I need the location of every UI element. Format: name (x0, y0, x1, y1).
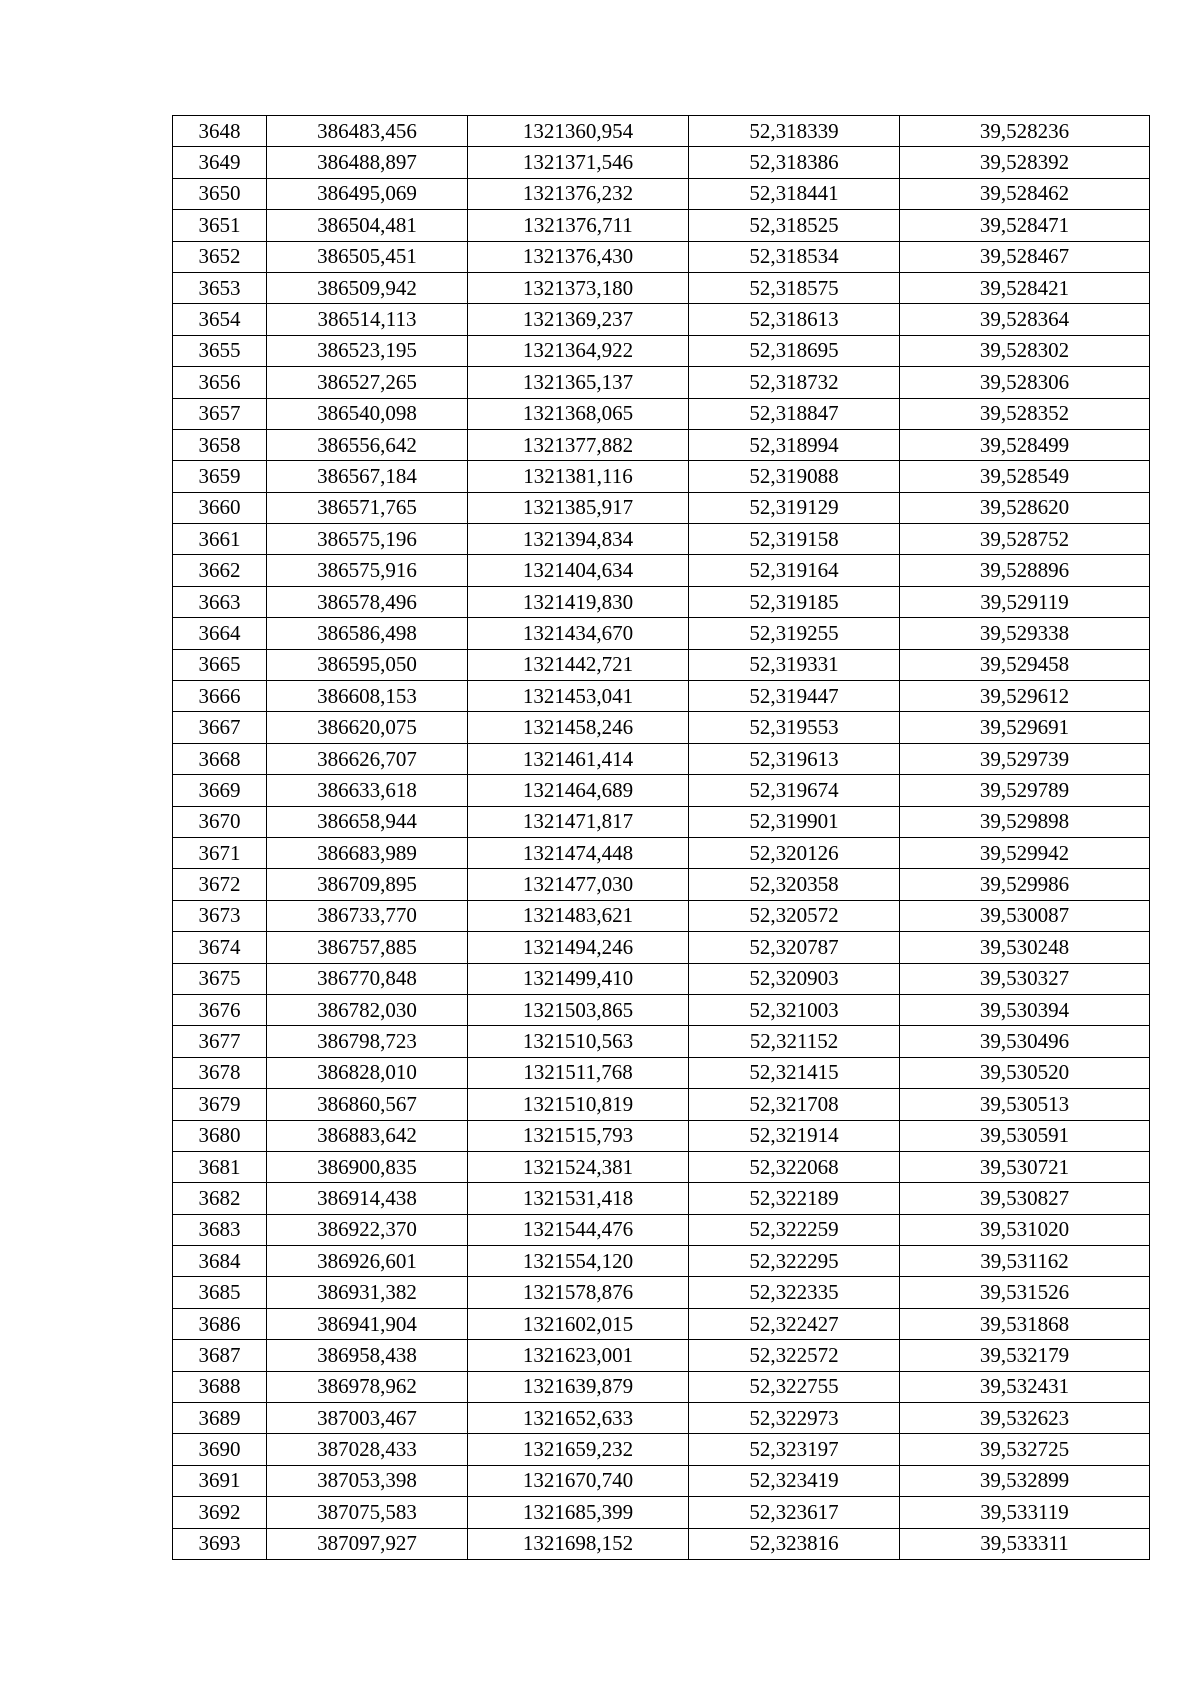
latitude-cell: 52,322259 (689, 1214, 900, 1245)
y-coordinate-cell: 1321515,793 (468, 1120, 689, 1151)
x-coordinate-cell: 386567,184 (267, 461, 468, 492)
longitude-cell: 39,532179 (900, 1340, 1150, 1371)
longitude-cell: 39,528364 (900, 304, 1150, 335)
table-row (173, 1371, 1150, 1402)
point-number-cell: 3678 (173, 1057, 267, 1088)
table-row (173, 1434, 1150, 1465)
x-coordinate-cell: 386941,904 (267, 1308, 468, 1339)
x-coordinate-cell: 386509,942 (267, 272, 468, 303)
latitude-cell: 52,320787 (689, 932, 900, 963)
longitude-cell: 39,531868 (900, 1308, 1150, 1339)
point-number-cell: 3666 (173, 681, 267, 712)
longitude-cell: 39,528499 (900, 429, 1150, 460)
point-number-cell: 3660 (173, 492, 267, 523)
latitude-cell: 52,322189 (689, 1183, 900, 1214)
longitude-cell: 39,530087 (900, 900, 1150, 931)
table-row (173, 900, 1150, 931)
longitude-cell: 39,530520 (900, 1057, 1150, 1088)
longitude-cell: 39,528392 (900, 147, 1150, 178)
longitude-cell: 39,530827 (900, 1183, 1150, 1214)
table-row (173, 963, 1150, 994)
x-coordinate-cell: 387075,583 (267, 1497, 468, 1528)
latitude-cell: 52,319164 (689, 555, 900, 586)
table-row (173, 712, 1150, 743)
latitude-cell: 52,319447 (689, 681, 900, 712)
latitude-cell: 52,318847 (689, 398, 900, 429)
latitude-cell: 52,319185 (689, 586, 900, 617)
table-row (173, 524, 1150, 555)
point-number-cell: 3688 (173, 1371, 267, 1402)
longitude-cell: 39,528467 (900, 241, 1150, 272)
table-row (173, 1403, 1150, 1434)
latitude-cell: 52,319129 (689, 492, 900, 523)
latitude-cell: 52,320358 (689, 869, 900, 900)
latitude-cell: 52,318994 (689, 429, 900, 460)
y-coordinate-cell: 1321385,917 (468, 492, 689, 523)
latitude-cell: 52,321415 (689, 1057, 900, 1088)
point-number-cell: 3648 (173, 116, 267, 147)
table-row (173, 398, 1150, 429)
table-row (173, 1151, 1150, 1182)
table-row (173, 335, 1150, 366)
latitude-cell: 52,318613 (689, 304, 900, 335)
latitude-cell: 52,319901 (689, 806, 900, 837)
table-row (173, 1214, 1150, 1245)
point-number-cell: 3692 (173, 1497, 267, 1528)
y-coordinate-cell: 1321419,830 (468, 586, 689, 617)
point-number-cell: 3670 (173, 806, 267, 837)
x-coordinate-cell: 386757,885 (267, 932, 468, 963)
x-coordinate-cell: 386578,496 (267, 586, 468, 617)
point-number-cell: 3655 (173, 335, 267, 366)
x-coordinate-cell: 386575,196 (267, 524, 468, 555)
table-row (173, 1308, 1150, 1339)
point-number-cell: 3652 (173, 241, 267, 272)
longitude-cell: 39,529691 (900, 712, 1150, 743)
latitude-cell: 52,320126 (689, 837, 900, 868)
y-coordinate-cell: 1321453,041 (468, 681, 689, 712)
point-number-cell: 3682 (173, 1183, 267, 1214)
table-row (173, 241, 1150, 272)
y-coordinate-cell: 1321578,876 (468, 1277, 689, 1308)
x-coordinate-cell: 386683,989 (267, 837, 468, 868)
latitude-cell: 52,320572 (689, 900, 900, 931)
y-coordinate-cell: 1321377,882 (468, 429, 689, 460)
longitude-cell: 39,529119 (900, 586, 1150, 617)
y-coordinate-cell: 1321659,232 (468, 1434, 689, 1465)
latitude-cell: 52,318339 (689, 116, 900, 147)
point-number-cell: 3649 (173, 147, 267, 178)
x-coordinate-cell: 386931,382 (267, 1277, 468, 1308)
table-row (173, 1465, 1150, 1496)
latitude-cell: 52,318534 (689, 241, 900, 272)
x-coordinate-cell: 386483,456 (267, 116, 468, 147)
longitude-cell: 39,531162 (900, 1246, 1150, 1277)
latitude-cell: 52,319158 (689, 524, 900, 555)
table-row (173, 681, 1150, 712)
x-coordinate-cell: 386620,075 (267, 712, 468, 743)
latitude-cell: 52,322295 (689, 1246, 900, 1277)
table-row (173, 1089, 1150, 1120)
table-row (173, 869, 1150, 900)
point-number-cell: 3662 (173, 555, 267, 586)
table-row (173, 367, 1150, 398)
longitude-cell: 39,529942 (900, 837, 1150, 868)
longitude-cell: 39,528421 (900, 272, 1150, 303)
x-coordinate-cell: 386926,601 (267, 1246, 468, 1277)
table-row (173, 1277, 1150, 1308)
latitude-cell: 52,321708 (689, 1089, 900, 1120)
y-coordinate-cell: 1321381,116 (468, 461, 689, 492)
latitude-cell: 52,318695 (689, 335, 900, 366)
x-coordinate-cell: 386709,895 (267, 869, 468, 900)
point-number-cell: 3663 (173, 586, 267, 617)
longitude-cell: 39,528462 (900, 178, 1150, 209)
latitude-cell: 52,318525 (689, 210, 900, 241)
x-coordinate-cell: 386505,451 (267, 241, 468, 272)
latitude-cell: 52,323816 (689, 1528, 900, 1559)
table-row (173, 304, 1150, 335)
table-row (173, 555, 1150, 586)
y-coordinate-cell: 1321360,954 (468, 116, 689, 147)
point-number-cell: 3687 (173, 1340, 267, 1371)
x-coordinate-cell: 386914,438 (267, 1183, 468, 1214)
point-number-cell: 3668 (173, 743, 267, 774)
point-number-cell: 3689 (173, 1403, 267, 1434)
latitude-cell: 52,323197 (689, 1434, 900, 1465)
y-coordinate-cell: 1321365,137 (468, 367, 689, 398)
y-coordinate-cell: 1321369,237 (468, 304, 689, 335)
y-coordinate-cell: 1321471,817 (468, 806, 689, 837)
point-number-cell: 3657 (173, 398, 267, 429)
point-number-cell: 3680 (173, 1120, 267, 1151)
y-coordinate-cell: 1321544,476 (468, 1214, 689, 1245)
point-number-cell: 3671 (173, 837, 267, 868)
latitude-cell: 52,319553 (689, 712, 900, 743)
latitude-cell: 52,321914 (689, 1120, 900, 1151)
point-number-cell: 3651 (173, 210, 267, 241)
longitude-cell: 39,528896 (900, 555, 1150, 586)
table-row (173, 1528, 1150, 1559)
longitude-cell: 39,530248 (900, 932, 1150, 963)
y-coordinate-cell: 1321404,634 (468, 555, 689, 586)
table-row (173, 1340, 1150, 1371)
x-coordinate-cell: 386798,723 (267, 1026, 468, 1057)
x-coordinate-cell: 386595,050 (267, 649, 468, 680)
latitude-cell: 52,323419 (689, 1465, 900, 1496)
latitude-cell: 52,322572 (689, 1340, 900, 1371)
x-coordinate-cell: 386575,916 (267, 555, 468, 586)
y-coordinate-cell: 1321510,563 (468, 1026, 689, 1057)
x-coordinate-cell: 386733,770 (267, 900, 468, 931)
table-row (173, 837, 1150, 868)
latitude-cell: 52,319331 (689, 649, 900, 680)
longitude-cell: 39,529338 (900, 618, 1150, 649)
y-coordinate-cell: 1321623,001 (468, 1340, 689, 1371)
point-number-cell: 3669 (173, 775, 267, 806)
point-number-cell: 3693 (173, 1528, 267, 1559)
x-coordinate-cell: 386608,153 (267, 681, 468, 712)
y-coordinate-cell: 1321464,689 (468, 775, 689, 806)
latitude-cell: 52,318732 (689, 367, 900, 398)
point-number-cell: 3686 (173, 1308, 267, 1339)
table-row (173, 116, 1150, 147)
table-row (173, 1497, 1150, 1528)
x-coordinate-cell: 386978,962 (267, 1371, 468, 1402)
x-coordinate-cell: 387097,927 (267, 1528, 468, 1559)
x-coordinate-cell: 386860,567 (267, 1089, 468, 1120)
y-coordinate-cell: 1321461,414 (468, 743, 689, 774)
point-number-cell: 3672 (173, 869, 267, 900)
table-row (173, 586, 1150, 617)
y-coordinate-cell: 1321477,030 (468, 869, 689, 900)
x-coordinate-cell: 386571,765 (267, 492, 468, 523)
latitude-cell: 52,321003 (689, 994, 900, 1025)
longitude-cell: 39,528471 (900, 210, 1150, 241)
table-row (173, 618, 1150, 649)
coordinates-table-body (173, 116, 1150, 1560)
point-number-cell: 3658 (173, 429, 267, 460)
table-row (173, 1057, 1150, 1088)
point-number-cell: 3676 (173, 994, 267, 1025)
x-coordinate-cell: 386523,195 (267, 335, 468, 366)
longitude-cell: 39,529612 (900, 681, 1150, 712)
point-number-cell: 3677 (173, 1026, 267, 1057)
x-coordinate-cell: 386514,113 (267, 304, 468, 335)
table-row (173, 1120, 1150, 1151)
y-coordinate-cell: 1321474,448 (468, 837, 689, 868)
x-coordinate-cell: 386626,707 (267, 743, 468, 774)
coordinates-table (172, 115, 1150, 1560)
y-coordinate-cell: 1321652,633 (468, 1403, 689, 1434)
y-coordinate-cell: 1321670,740 (468, 1465, 689, 1496)
point-number-cell: 3653 (173, 272, 267, 303)
table-row (173, 178, 1150, 209)
point-number-cell: 3691 (173, 1465, 267, 1496)
longitude-cell: 39,529986 (900, 869, 1150, 900)
longitude-cell: 39,532431 (900, 1371, 1150, 1402)
point-number-cell: 3684 (173, 1246, 267, 1277)
y-coordinate-cell: 1321442,721 (468, 649, 689, 680)
point-number-cell: 3674 (173, 932, 267, 963)
latitude-cell: 52,322973 (689, 1403, 900, 1434)
x-coordinate-cell: 386828,010 (267, 1057, 468, 1088)
longitude-cell: 39,530394 (900, 994, 1150, 1025)
longitude-cell: 39,528302 (900, 335, 1150, 366)
y-coordinate-cell: 1321639,879 (468, 1371, 689, 1402)
latitude-cell: 52,318386 (689, 147, 900, 178)
point-number-cell: 3683 (173, 1214, 267, 1245)
y-coordinate-cell: 1321376,430 (468, 241, 689, 272)
y-coordinate-cell: 1321503,865 (468, 994, 689, 1025)
table-row (173, 806, 1150, 837)
table-row (173, 743, 1150, 774)
x-coordinate-cell: 386586,498 (267, 618, 468, 649)
point-number-cell: 3685 (173, 1277, 267, 1308)
point-number-cell: 3664 (173, 618, 267, 649)
point-number-cell: 3661 (173, 524, 267, 555)
x-coordinate-cell: 386770,848 (267, 963, 468, 994)
point-number-cell: 3681 (173, 1151, 267, 1182)
y-coordinate-cell: 1321364,922 (468, 335, 689, 366)
longitude-cell: 39,532899 (900, 1465, 1150, 1496)
point-number-cell: 3667 (173, 712, 267, 743)
x-coordinate-cell: 387028,433 (267, 1434, 468, 1465)
latitude-cell: 52,322427 (689, 1308, 900, 1339)
y-coordinate-cell: 1321602,015 (468, 1308, 689, 1339)
longitude-cell: 39,532623 (900, 1403, 1150, 1434)
latitude-cell: 52,322755 (689, 1371, 900, 1402)
point-number-cell: 3690 (173, 1434, 267, 1465)
y-coordinate-cell: 1321483,621 (468, 900, 689, 931)
longitude-cell: 39,533119 (900, 1497, 1150, 1528)
y-coordinate-cell: 1321376,232 (468, 178, 689, 209)
x-coordinate-cell: 386782,030 (267, 994, 468, 1025)
longitude-cell: 39,532725 (900, 1434, 1150, 1465)
longitude-cell: 39,528752 (900, 524, 1150, 555)
y-coordinate-cell: 1321458,246 (468, 712, 689, 743)
longitude-cell: 39,528352 (900, 398, 1150, 429)
y-coordinate-cell: 1321371,546 (468, 147, 689, 178)
latitude-cell: 52,319255 (689, 618, 900, 649)
longitude-cell: 39,528549 (900, 461, 1150, 492)
y-coordinate-cell: 1321524,381 (468, 1151, 689, 1182)
latitude-cell: 52,318441 (689, 178, 900, 209)
y-coordinate-cell: 1321698,152 (468, 1528, 689, 1559)
longitude-cell: 39,529458 (900, 649, 1150, 680)
longitude-cell: 39,528620 (900, 492, 1150, 523)
table-row (173, 429, 1150, 460)
longitude-cell: 39,529898 (900, 806, 1150, 837)
y-coordinate-cell: 1321494,246 (468, 932, 689, 963)
x-coordinate-cell: 386658,944 (267, 806, 468, 837)
point-number-cell: 3673 (173, 900, 267, 931)
y-coordinate-cell: 1321531,418 (468, 1183, 689, 1214)
longitude-cell: 39,530591 (900, 1120, 1150, 1151)
x-coordinate-cell: 386900,835 (267, 1151, 468, 1182)
y-coordinate-cell: 1321394,834 (468, 524, 689, 555)
x-coordinate-cell: 386958,438 (267, 1340, 468, 1371)
x-coordinate-cell: 386527,265 (267, 367, 468, 398)
table-row (173, 210, 1150, 241)
y-coordinate-cell: 1321554,120 (468, 1246, 689, 1277)
y-coordinate-cell: 1321499,410 (468, 963, 689, 994)
x-coordinate-cell: 386488,897 (267, 147, 468, 178)
latitude-cell: 52,320903 (689, 963, 900, 994)
longitude-cell: 39,528236 (900, 116, 1150, 147)
x-coordinate-cell: 386633,618 (267, 775, 468, 806)
y-coordinate-cell: 1321511,768 (468, 1057, 689, 1088)
point-number-cell: 3656 (173, 367, 267, 398)
x-coordinate-cell: 386504,481 (267, 210, 468, 241)
latitude-cell: 52,322068 (689, 1151, 900, 1182)
longitude-cell: 39,533311 (900, 1528, 1150, 1559)
table-row (173, 649, 1150, 680)
latitude-cell: 52,319088 (689, 461, 900, 492)
latitude-cell: 52,322335 (689, 1277, 900, 1308)
table-row (173, 1246, 1150, 1277)
point-number-cell: 3654 (173, 304, 267, 335)
y-coordinate-cell: 1321368,065 (468, 398, 689, 429)
point-number-cell: 3659 (173, 461, 267, 492)
longitude-cell: 39,529789 (900, 775, 1150, 806)
longitude-cell: 39,530721 (900, 1151, 1150, 1182)
x-coordinate-cell: 386556,642 (267, 429, 468, 460)
table-row (173, 1026, 1150, 1057)
x-coordinate-cell: 386922,370 (267, 1214, 468, 1245)
y-coordinate-cell: 1321685,399 (468, 1497, 689, 1528)
longitude-cell: 39,529739 (900, 743, 1150, 774)
table-row (173, 492, 1150, 523)
point-number-cell: 3675 (173, 963, 267, 994)
y-coordinate-cell: 1321510,819 (468, 1089, 689, 1120)
latitude-cell: 52,321152 (689, 1026, 900, 1057)
latitude-cell: 52,319674 (689, 775, 900, 806)
y-coordinate-cell: 1321373,180 (468, 272, 689, 303)
latitude-cell: 52,323617 (689, 1497, 900, 1528)
table-row (173, 775, 1150, 806)
latitude-cell: 52,319613 (689, 743, 900, 774)
longitude-cell: 39,530496 (900, 1026, 1150, 1057)
y-coordinate-cell: 1321434,670 (468, 618, 689, 649)
x-coordinate-cell: 387003,467 (267, 1403, 468, 1434)
point-number-cell: 3679 (173, 1089, 267, 1120)
table-row (173, 932, 1150, 963)
table-row (173, 461, 1150, 492)
longitude-cell: 39,531020 (900, 1214, 1150, 1245)
point-number-cell: 3650 (173, 178, 267, 209)
table-row (173, 994, 1150, 1025)
latitude-cell: 52,318575 (689, 272, 900, 303)
x-coordinate-cell: 386883,642 (267, 1120, 468, 1151)
y-coordinate-cell: 1321376,711 (468, 210, 689, 241)
longitude-cell: 39,530327 (900, 963, 1150, 994)
longitude-cell: 39,528306 (900, 367, 1150, 398)
table-row (173, 272, 1150, 303)
longitude-cell: 39,530513 (900, 1089, 1150, 1120)
x-coordinate-cell: 386540,098 (267, 398, 468, 429)
point-number-cell: 3665 (173, 649, 267, 680)
table-row (173, 147, 1150, 178)
longitude-cell: 39,531526 (900, 1277, 1150, 1308)
table-row (173, 1183, 1150, 1214)
x-coordinate-cell: 386495,069 (267, 178, 468, 209)
x-coordinate-cell: 387053,398 (267, 1465, 468, 1496)
